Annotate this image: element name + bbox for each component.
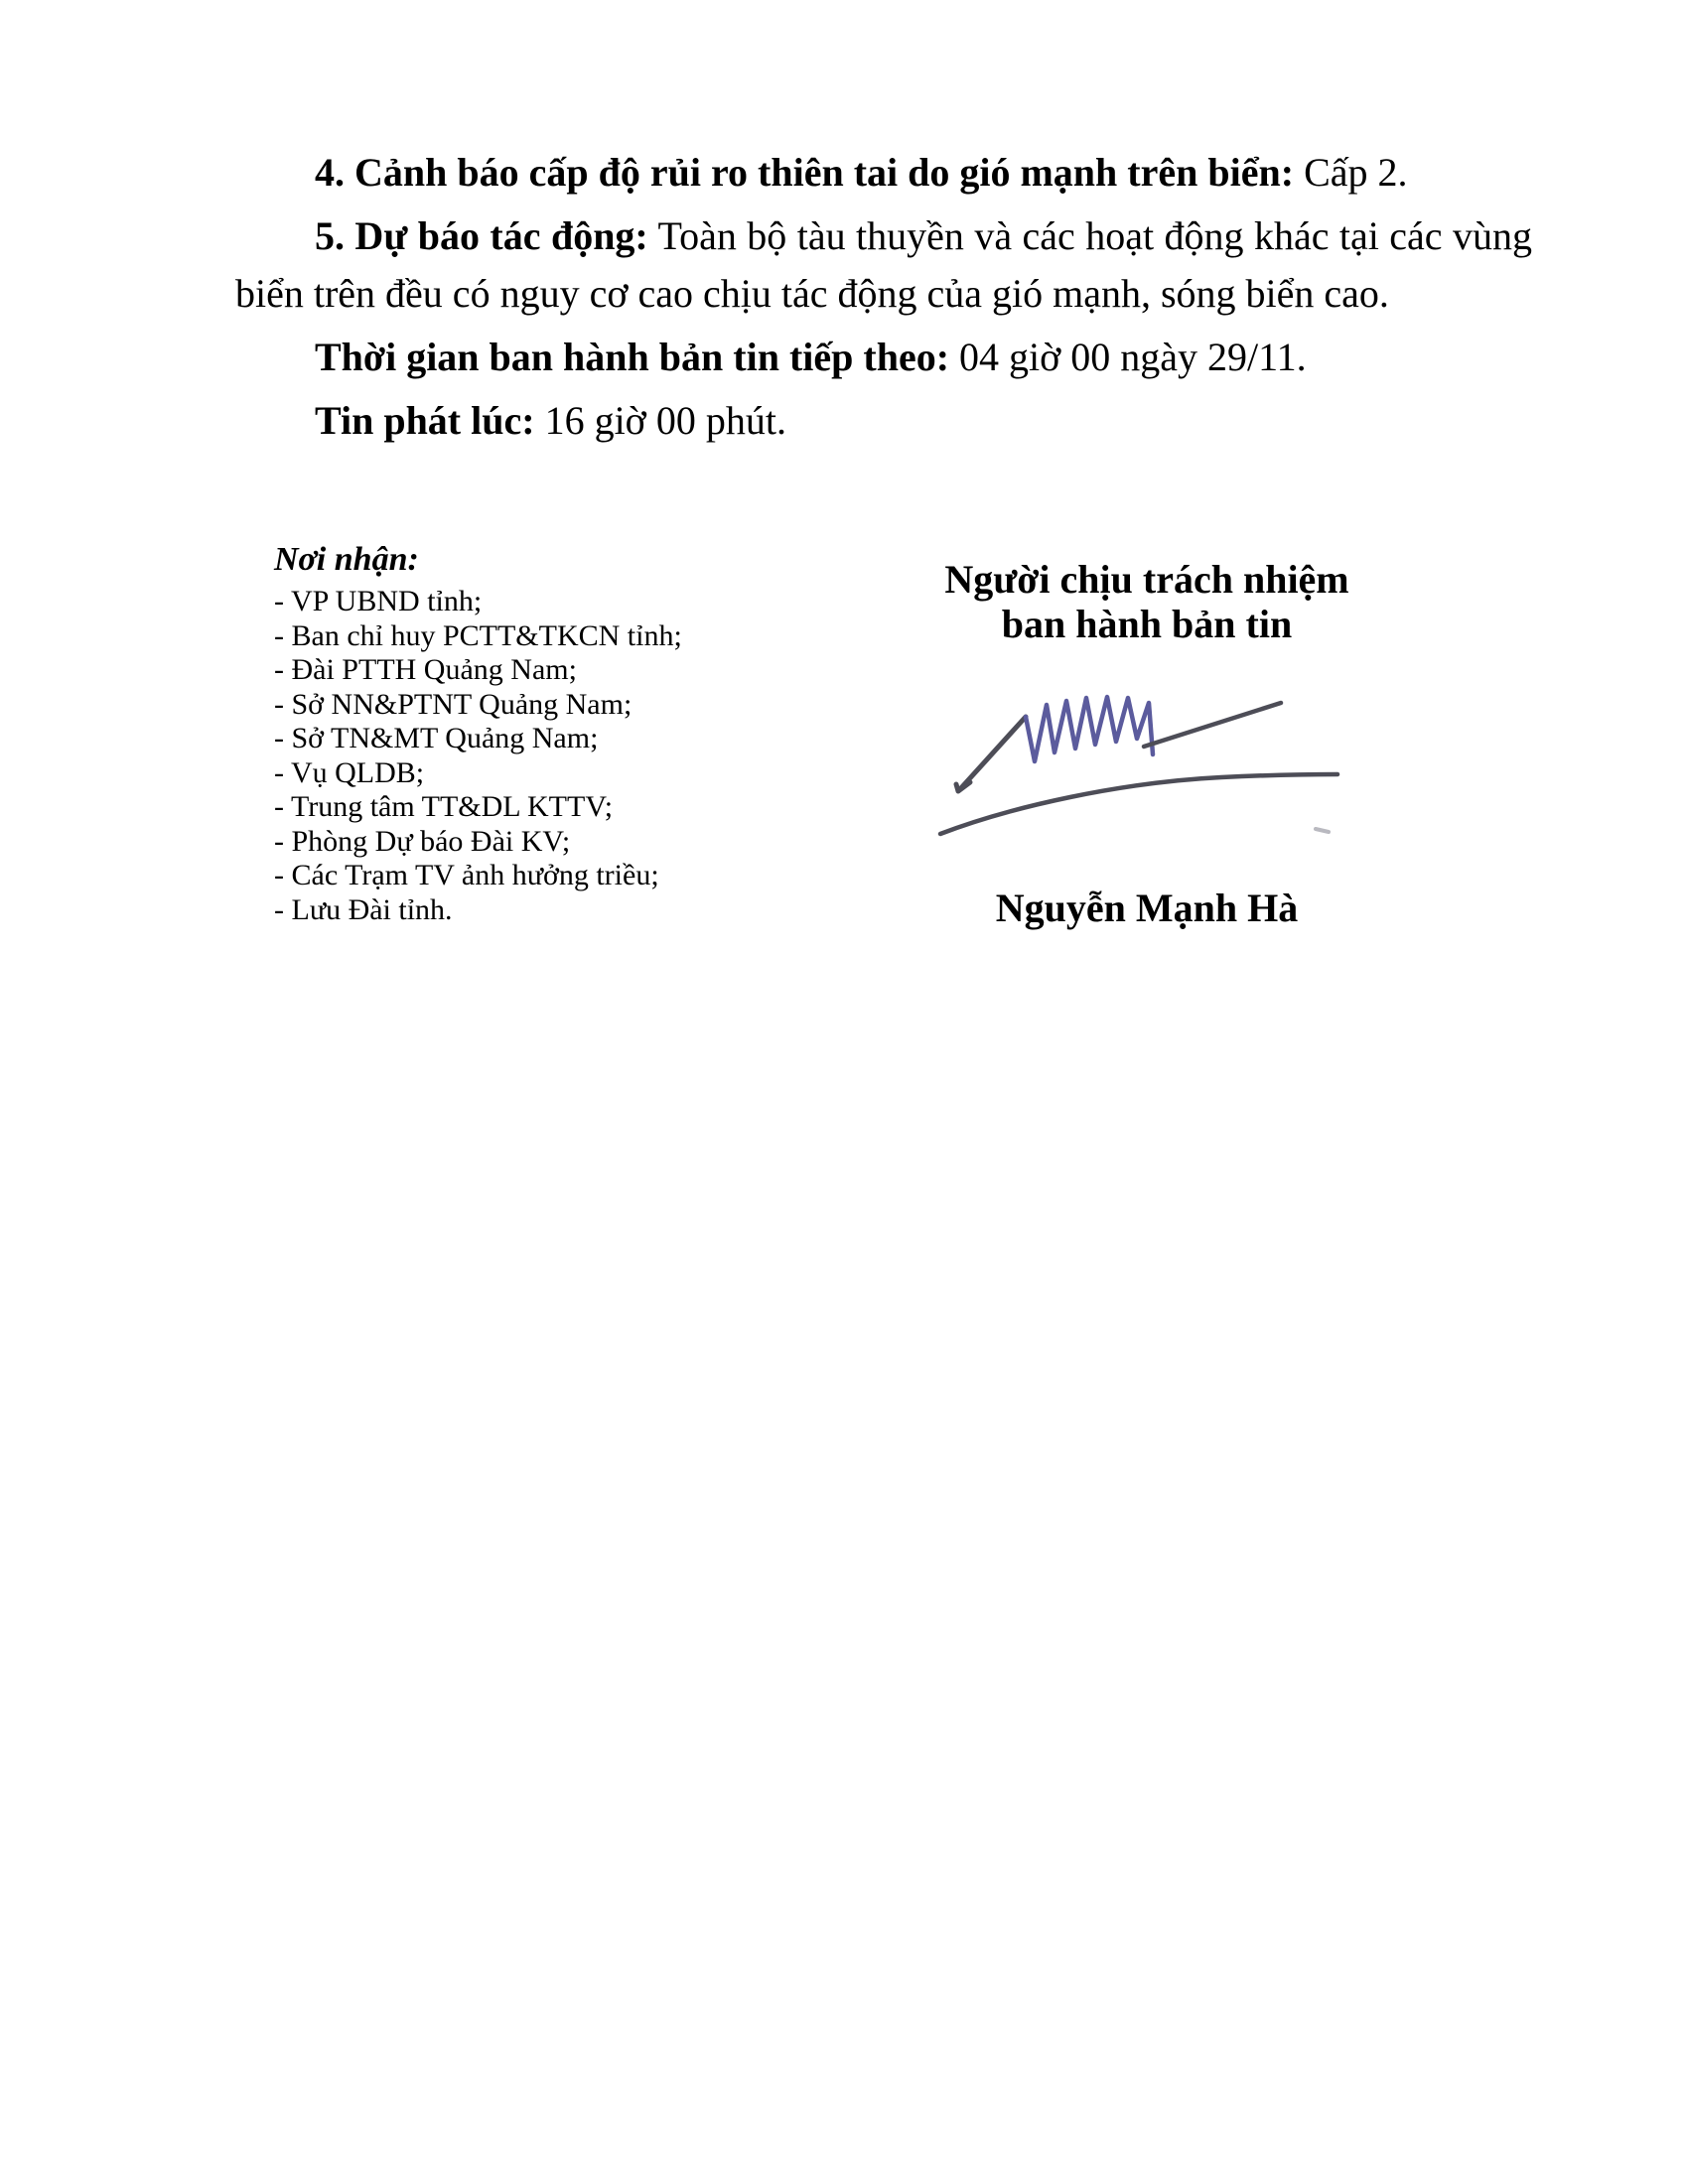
paragraph-text: 16 giờ 00 phút. xyxy=(534,398,786,443)
paragraph-impact-forecast xyxy=(235,207,1532,323)
paragraph-label: Thời gian ban hành bản tin tiếp theo: xyxy=(315,335,950,379)
signature-stroke-entry xyxy=(956,717,1026,791)
paragraph-next-bulletin-time xyxy=(235,329,1532,386)
signatory-name: Nguyễn Mạnh Hà xyxy=(995,886,1299,930)
paragraph-text: Cấp 2. xyxy=(1294,150,1408,195)
recipient-item: - VP UBND tỉnh; xyxy=(274,585,483,617)
paragraph-warning-level xyxy=(235,144,1532,202)
paragraph-label: Tin phát lúc: xyxy=(315,398,535,443)
paragraph-text: 04 giờ 00 ngày 29/11. xyxy=(949,335,1307,379)
signature-image xyxy=(923,667,1350,856)
recipients-heading: Nơi nhận: xyxy=(274,541,419,578)
signatory-title-line2: ban hành bản tin xyxy=(1001,602,1293,646)
signature-svg xyxy=(923,667,1350,856)
paragraph-issued-time xyxy=(235,392,1532,450)
recipients-list xyxy=(274,585,830,927)
paragraph-label: 5. Dự báo tác động: xyxy=(315,213,648,258)
recipient-item: - Ban chỉ huy PCTT&TKCN tỉnh; xyxy=(274,618,682,652)
recipient-item: - Vụ QLDB; xyxy=(274,755,425,789)
recipient-item: - Trung tâm TT&DL KTTV; xyxy=(274,790,614,823)
recipient-item: - Các Trạm TV ảnh hưởng triều; xyxy=(274,859,659,891)
paragraph-text: Toàn bộ tàu thuyền và các hoạt động khác tại các vùng biển trên đều có nguy cơ cao chịu tác động của gió mạnh, sóng biển cao. xyxy=(235,213,1532,316)
recipient-item: - Lưu Đài tỉnh. xyxy=(274,892,453,926)
signatory-title xyxy=(899,557,1395,646)
recipient-item: - Sở TN&MT Quảng Nam; xyxy=(274,722,599,754)
recipient-item: - Đài PTTH Quảng Nam; xyxy=(274,653,577,686)
signature-stroke-zigzag xyxy=(1026,697,1153,761)
recipients-block xyxy=(274,539,830,927)
document-body xyxy=(235,144,1532,456)
signature-stroke-lower-sweep xyxy=(940,774,1337,834)
signature-stroke-upper-line xyxy=(1144,703,1281,747)
recipient-item: - Phòng Dự báo Đài KV; xyxy=(274,824,571,858)
paragraph-label: 4. Cảnh báo cấp độ rủi ro thiên tai do gió mạnh trên biển: xyxy=(315,150,1295,195)
recipient-item: - Sở NN&PTNT Quảng Nam; xyxy=(274,687,633,721)
signature-ink-smudge xyxy=(1316,829,1329,832)
signatory-title-line1: Người chịu trách nhiệm xyxy=(944,557,1349,602)
